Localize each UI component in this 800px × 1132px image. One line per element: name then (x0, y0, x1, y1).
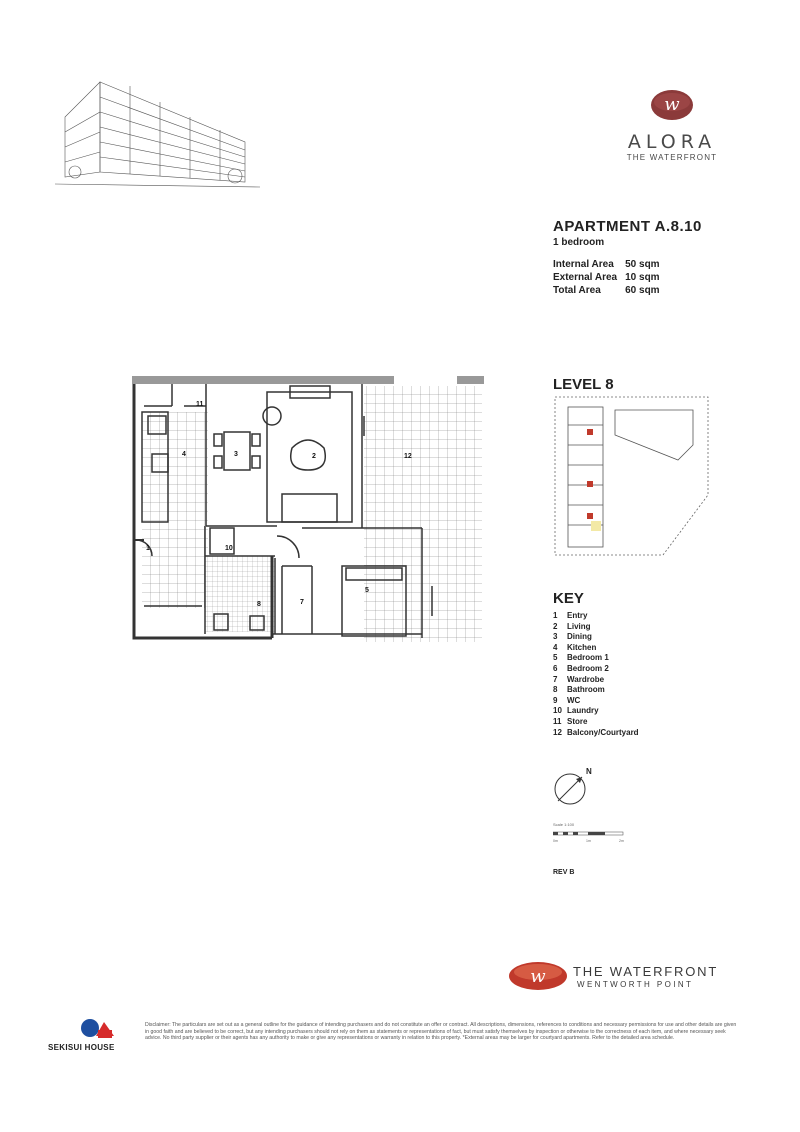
key-item (553, 643, 639, 654)
key-item (553, 685, 639, 696)
plan-label-dining: 3 (234, 451, 238, 458)
area-value: 50 sqm (625, 259, 660, 270)
key-item (553, 696, 639, 707)
area-label: Internal Area (553, 259, 614, 270)
key-item-number: 7 (553, 674, 558, 684)
key-item-number: 12 (553, 727, 562, 737)
compass-north-label: N (586, 767, 592, 776)
apartment-title: APARTMENT A.8.10 (553, 218, 702, 235)
alora-brand-name: ALORA (627, 131, 717, 153)
key-item-number: 2 (553, 621, 558, 631)
plan-label-living: 2 (312, 453, 316, 460)
key-item (553, 664, 639, 675)
key-item-label: WC (567, 695, 581, 705)
plan-label-laundry: 10 (225, 545, 233, 552)
floor-plan (132, 376, 484, 642)
key-item-label: Balcony/Courtyard (567, 727, 639, 737)
key-item-label: Laundry (567, 706, 599, 716)
waterfront-brand-name: THE WATERFRONT (573, 964, 719, 979)
scale-tick: 0m (553, 839, 558, 843)
waterfront-logo-mark-icon (508, 958, 568, 992)
key-title: KEY (553, 590, 584, 607)
area-row (553, 284, 668, 297)
key-item-label: Dining (567, 632, 592, 642)
key-item (553, 611, 639, 622)
building-sketch-image (55, 72, 265, 192)
key-item-number: 3 (553, 632, 558, 642)
key-item-number: 1 (553, 611, 558, 620)
key-item-label: Kitchen (567, 642, 597, 652)
area-value: 10 sqm (625, 272, 660, 283)
alora-logo (624, 88, 720, 162)
key-item-number: 9 (553, 695, 558, 705)
level-title: LEVEL 8 (553, 376, 614, 393)
key-item-label: Store (567, 716, 588, 726)
plan-label-bathroom: 8 (257, 601, 261, 608)
revision-label: REV B (553, 869, 575, 876)
apartment-bedrooms: 1 bedroom (553, 237, 605, 248)
key-item-number: 10 (553, 706, 562, 716)
area-label: Total Area (553, 285, 601, 296)
waterfront-mark-letter: w (530, 966, 546, 987)
kitchen-entry-tiles (142, 412, 208, 608)
area-table (553, 258, 668, 297)
key-item (553, 622, 639, 633)
key-item-label: Bedroom 1 (567, 653, 609, 663)
key-item-number: 11 (553, 716, 562, 726)
key-item-label: Entry (567, 611, 588, 620)
key-item-number: 5 (553, 653, 558, 663)
key-item (553, 632, 639, 643)
key-list (553, 611, 639, 738)
key-item (553, 728, 639, 739)
top-wall-band (132, 376, 394, 384)
alora-mark-icon (650, 88, 694, 122)
area-row (553, 258, 668, 271)
plan-label-kitchen: 4 (182, 451, 186, 458)
level-key-plan (553, 395, 713, 560)
scale-tick: 2m (619, 839, 624, 843)
area-value: 60 sqm (625, 285, 660, 296)
balcony-tiles (364, 386, 482, 642)
sekisui-house-name: SEKISUI HOUSE (48, 1043, 115, 1052)
alora-brand-subtitle: THE WATERFRONT (626, 153, 718, 162)
key-item-number: 8 (553, 685, 558, 695)
scale-tick: 1m (586, 839, 591, 843)
key-item (553, 675, 639, 686)
key-item-number: 6 (553, 663, 558, 673)
plan-label-bedroom: 5 (365, 587, 369, 594)
key-item-label: Bedroom 2 (567, 663, 609, 673)
key-item-number: 4 (553, 642, 558, 652)
key-item (553, 706, 639, 717)
alora-mark-letter: w (664, 94, 680, 115)
scale-bar (553, 822, 633, 846)
plan-label-balcony: 12 (404, 453, 412, 460)
key-item-label: Bathroom (567, 685, 605, 695)
area-label: External Area (553, 272, 618, 283)
north-compass-icon (552, 762, 597, 807)
disclaimer-text: Disclaimer: The particulars are set out as a general outline for the guidance of intending purchasers and do not constitute an offer or contract. All descriptions, dimensions, references to conditions and necessary permissions for use and other details are given in good faith and are believed to be correct, but any intending purchasers should not rely on them as statements or representations of fact, but must satisfy themselves by inspection or otherwise to the correctness of each item, and where necessary seek advice. No third party supplier or their agents has any authority to make or give any representations or warranty in relation to this property. *External areas may be larger for courtyard apartments. Refer to the detailed area schedule. (145, 1022, 737, 1042)
key-item (553, 717, 639, 728)
key-item-label: Wardrobe (567, 674, 605, 684)
key-item-label: Living (567, 621, 591, 631)
area-row (553, 271, 668, 284)
waterfront-brand-subtitle: WENTWORTH POINT (577, 980, 694, 989)
plan-label-entry: 1 (146, 545, 150, 552)
plan-label-store: 11 (196, 401, 204, 408)
scale-label: Scale 1:100 (553, 822, 575, 827)
plan-label-wardrobe: 7 (300, 599, 304, 606)
key-item (553, 653, 639, 664)
